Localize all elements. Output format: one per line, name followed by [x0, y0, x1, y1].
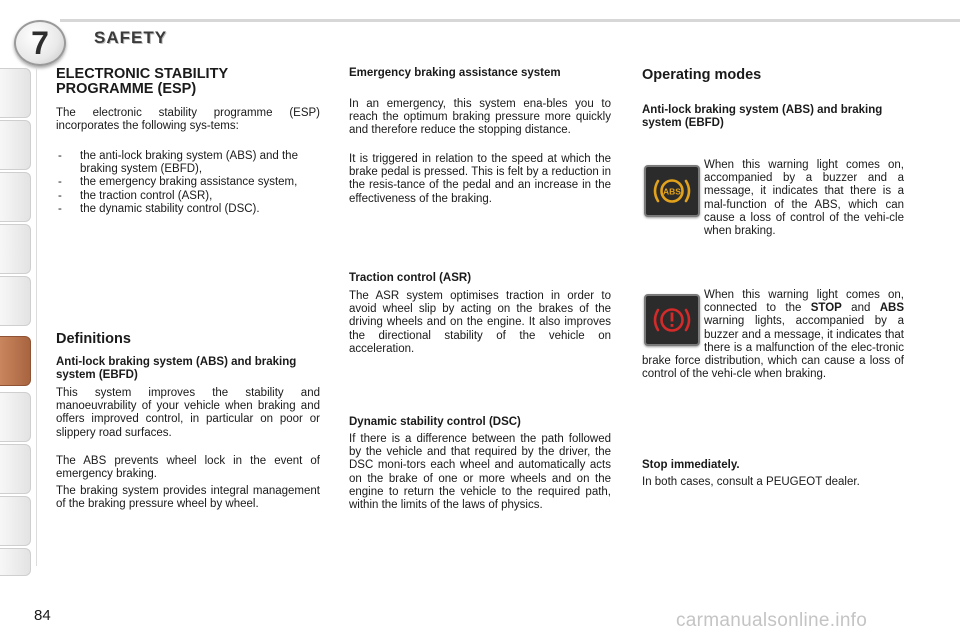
icon-spacer: [642, 159, 704, 239]
operating-abs-heading: Anti-lock braking system (ABS) and braking system (EBFD): [642, 104, 883, 129]
icon-spacer: [642, 289, 704, 355]
list-item: - the emergency braking assistance system,: [56, 176, 320, 189]
eba-heading: Emergency braking assistance system: [349, 67, 561, 79]
list-item: - the dynamic stability control (DSC).: [56, 203, 320, 216]
chapter-tab-9[interactable]: [0, 444, 31, 494]
chapter-tabs: [0, 60, 34, 576]
esp-heading: ELECTRONIC STABILITY PROGRAMME (ESP): [56, 66, 228, 97]
esp-intro: The electronic stability programme (ESP) incorporates the following sys-tems:: [56, 107, 320, 133]
dsc-paragraph: If there is a difference between the path followed by the vehicle and that required by the driver, the DSC moni-tors each wheel and automatically acts on the brake of one or more wheels and on the engine to return the vehicle to the required path, within the limits of the laws of physics.: [349, 433, 611, 512]
abs-icon-label: ABS: [663, 186, 681, 197]
list-item: - the anti-lock braking system (ABS) and the braking system (EBFD),: [56, 150, 320, 176]
chapter-tab-8[interactable]: [0, 392, 31, 442]
brake-warning-text-block: [642, 289, 904, 381]
eba-p1: In an emergency, this system ena-bles you to reach the optimum braking pressure more quickly and therefore reduce the stopping distance.: [349, 98, 611, 137]
stop-keyword: STOP: [810, 302, 842, 315]
dsc-heading: Dynamic stability control (DSC): [349, 416, 521, 428]
header-rule: [60, 19, 960, 22]
chapter-tab-1[interactable]: [0, 68, 31, 118]
asr-heading: Traction control (ASR): [349, 272, 472, 284]
side-divider: [36, 68, 37, 566]
watermark: carmanualsonline.info: [676, 610, 868, 631]
brake-warning-description: When this warning light comes on, connected to the STOP and ABS warning lights, accompanied by a buzzer and a message, it indicates that there is a malfunction of the elec-tronic brake force distribution, which can cause a loss of control of the vehi-cle when braking.: [642, 289, 905, 381]
stop-immediately-heading: Stop immediately.: [642, 459, 740, 471]
chapter-number-badge: 7: [14, 20, 66, 66]
operating-modes-heading: Operating modes: [642, 67, 762, 83]
chapter-tab-3[interactable]: [0, 172, 31, 222]
chapter-tab-5[interactable]: [0, 276, 31, 326]
chapter-tab-10[interactable]: [0, 496, 31, 546]
chapter-tab-2[interactable]: [0, 120, 31, 170]
abs-definition-p2: The ABS prevents wheel lock in the event of emergency braking.: [56, 455, 320, 481]
eba-p2: It is triggered in relation to the speed at which the brake pedal is pressed. This is felt by a reduction in the resis-tance of the pedal and an increase in the effectiveness of the braking.: [349, 153, 611, 205]
abs-definition-heading: Anti-lock braking system (ABS) and braking system (EBFD): [56, 356, 297, 381]
definitions-heading: Definitions: [56, 331, 131, 347]
list-item: - the traction control (ASR),: [56, 190, 320, 203]
consult-dealer-paragraph: In both cases, consult a PEUGEOT dealer.: [642, 476, 860, 488]
abs-keyword: ABS: [879, 302, 905, 315]
chapter-tab-7-active[interactable]: [0, 336, 31, 386]
esp-components-list: [56, 150, 320, 216]
abs-warning-description: When this warning light comes on, accompanied by a buzzer and a message, it indicates that there is a mal-function of the ABS, which can cause a loss of control of the vehi-cle when braking.: [704, 159, 904, 238]
chapter-tab-11[interactable]: [0, 548, 31, 576]
chapter-tab-4[interactable]: [0, 224, 31, 274]
abs-definition-p3: The braking system provides integral management of the braking pressure wheel by wheel.: [56, 485, 320, 511]
abs-definition-p1: This system improves the stability and manoeuvrability of your vehicle when braking and offers improved control, in particular on poor or slippery road surfaces.: [56, 387, 320, 439]
asr-paragraph: The ASR system optimises traction in order to avoid wheel slip by acting on the brakes of the driving wheels and on the engine. It also improves the directional stability of the vehicle on acceleration.: [349, 290, 611, 355]
chapter-title: SAFETY: [94, 28, 168, 47]
page-number: 84: [34, 607, 51, 624]
abs-warning-text-block: [642, 159, 904, 239]
chapter-header: [0, 12, 960, 61]
